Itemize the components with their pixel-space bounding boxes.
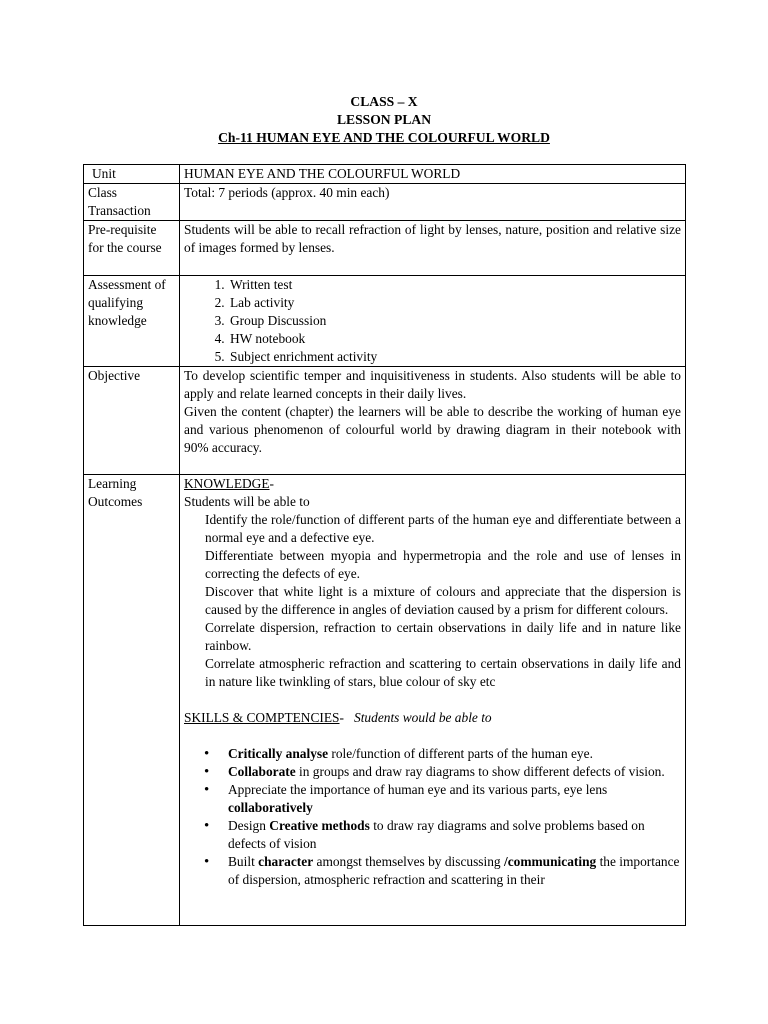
label-transaction: Class Transaction: [84, 184, 180, 221]
value-prerequisite: Students will be able to recall refraction of light by lenses, nature, position and relative size of images formed by lenses.: [180, 221, 686, 276]
value-objective: [180, 367, 686, 475]
skills-intro: Students would be able to: [354, 710, 492, 725]
value-transaction: Total: 7 periods (approx. 40 min each): [180, 184, 686, 221]
row-prerequisite: [84, 221, 686, 276]
lesson-plan-title: LESSON PLAN: [336, 112, 432, 127]
assessment-list: [184, 276, 681, 366]
objective-paragraph-2: Given the content (chapter) the learners will be able to describe the working of human eye and various phenomenon of colourful world by drawing diagram in their notebook with 90% accuracy.: [184, 404, 681, 455]
knowledge-item: Differentiate between myopia and hypermetropia and the role and use of lenses in correcting the defects of eye.: [205, 548, 681, 581]
list-item: • Design Creative methods to draw ray diagrams and solve problems based on defects of vision: [228, 817, 681, 853]
class-title: CLASS – X: [350, 94, 418, 109]
list-item: • Critically analyse role/function of different parts of the human eye.: [228, 745, 681, 763]
list-item: • Appreciate the importance of human eye and its various parts, eye lens collaboratively: [228, 781, 681, 817]
list-item: 3. Group Discussion: [228, 312, 681, 330]
list-item: 5. Subject enrichment activity: [228, 348, 681, 366]
knowledge-heading: KNOWLEDGE-: [184, 476, 274, 491]
knowledge-item: Correlate dispersion, refraction to certain observations in daily life and in nature like rainbow.: [205, 620, 681, 653]
list-item: • Collaborate in groups and draw ray diagrams to show different defects of vision.: [228, 763, 681, 781]
knowledge-item: Correlate atmospheric refraction and scattering to certain observations in daily life and in nature like twinkling of stars, blue colour of sky etc: [205, 656, 681, 689]
row-objective: [84, 367, 686, 475]
skills-list: [184, 745, 681, 889]
objective-paragraph-1: To develop scientific temper and inquisitiveness in students. Also students will be able to apply and relate learned concepts in their daily lives.: [184, 368, 681, 401]
knowledge-item: Discover that white light is a mixture of colours and appreciate that the dispersion is caused by the difference in angles of deviation caused by a prism for different colours.: [205, 584, 681, 617]
label-unit: Unit: [84, 165, 180, 184]
row-unit: [84, 165, 686, 184]
document-header: [0, 93, 768, 147]
label-objective: Objective: [84, 367, 180, 475]
knowledge-intro: Students will be able to: [184, 494, 310, 509]
list-item: • Built character amongst themselves by discussing /communicating the importance of dispersion, atmospheric refraction and scattering in their: [228, 853, 681, 889]
list-item: 1. Written test: [228, 276, 681, 294]
label-assessment: Assessment of qualifying knowledge: [84, 276, 180, 367]
list-item: 4. HW notebook: [228, 330, 681, 348]
row-outcomes: [84, 475, 686, 926]
knowledge-item: Identify the role/function of different parts of the human eye and differentiate between a normal eye and a defective eye.: [205, 512, 681, 545]
label-outcomes: Learning Outcomes: [84, 475, 180, 926]
value-unit: HUMAN EYE AND THE COLOURFUL WORLD: [180, 165, 686, 184]
lesson-plan-table: [83, 164, 686, 926]
row-transaction: [84, 184, 686, 221]
label-prerequisite: Pre-requisite for the course: [84, 221, 180, 276]
value-assessment: [180, 276, 686, 367]
skills-heading: SKILLS & COMPTENCIES- Students would be able to: [184, 710, 492, 725]
chapter-title: Ch-11 HUMAN EYE AND THE COLOURFUL WORLD: [218, 130, 550, 145]
row-assessment: [84, 276, 686, 367]
list-item: 2. Lab activity: [228, 294, 681, 312]
value-outcomes: [180, 475, 686, 926]
